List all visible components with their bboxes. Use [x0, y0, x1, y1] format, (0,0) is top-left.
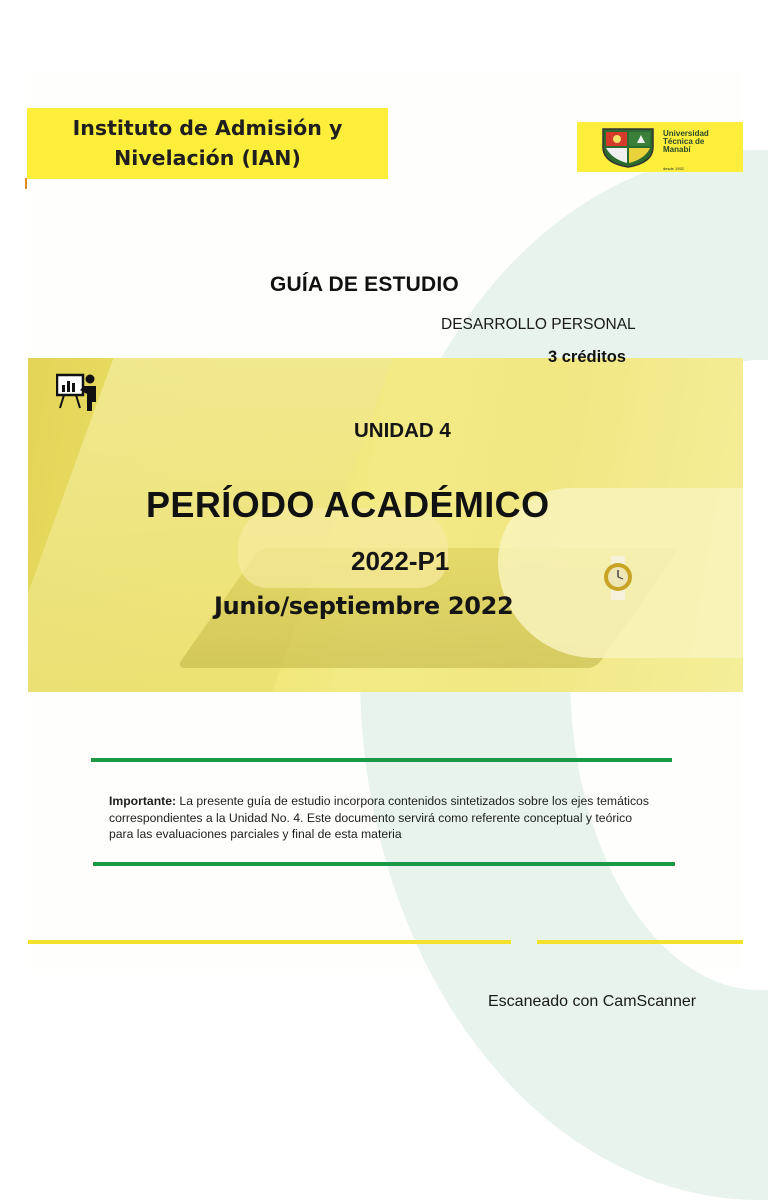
subject-name: DESARROLLO PERSONAL	[441, 316, 636, 333]
credits: 3 créditos	[548, 348, 626, 366]
institute-label-line1: Instituto de Admisión y	[72, 116, 343, 140]
document-title: GUÍA DE ESTUDIO	[270, 273, 459, 296]
university-logo	[577, 122, 743, 172]
period-code: 2022-P1	[351, 546, 450, 576]
university-shield-icon	[597, 125, 659, 169]
important-note-label: Importante:	[109, 794, 177, 808]
presenter-icon	[56, 372, 98, 412]
scanner-watermark: Escaneado con CamScanner	[488, 993, 697, 1010]
institute-label	[27, 108, 388, 179]
period-dates: Junio/septiembre 2022	[214, 592, 514, 620]
green-rule-top	[91, 758, 672, 762]
institute-label-line2: Nivelación (IAN)	[114, 146, 301, 170]
important-note-text: La presente guía de estudio incorpora contenidos sintetizados sobre los ejes temáticos correspondientes a la Unidad No. 4. Este documento servirá como referente conceptual y teórico para las evaluaciones parciales y final de esta materia	[109, 794, 649, 841]
university-since: desde 1952	[663, 166, 684, 171]
yellow-rule-right	[537, 940, 743, 944]
important-note	[109, 793, 657, 843]
university-name: Universidad Técnica de Manabí	[663, 129, 709, 154]
unit-label: UNIDAD 4	[354, 419, 451, 442]
green-rule-bottom	[93, 862, 675, 866]
corner-tick	[25, 178, 27, 189]
watch-icon	[597, 556, 641, 600]
period-heading: PERÍODO ACADÉMICO	[146, 484, 550, 525]
yellow-rule-left	[28, 940, 511, 944]
